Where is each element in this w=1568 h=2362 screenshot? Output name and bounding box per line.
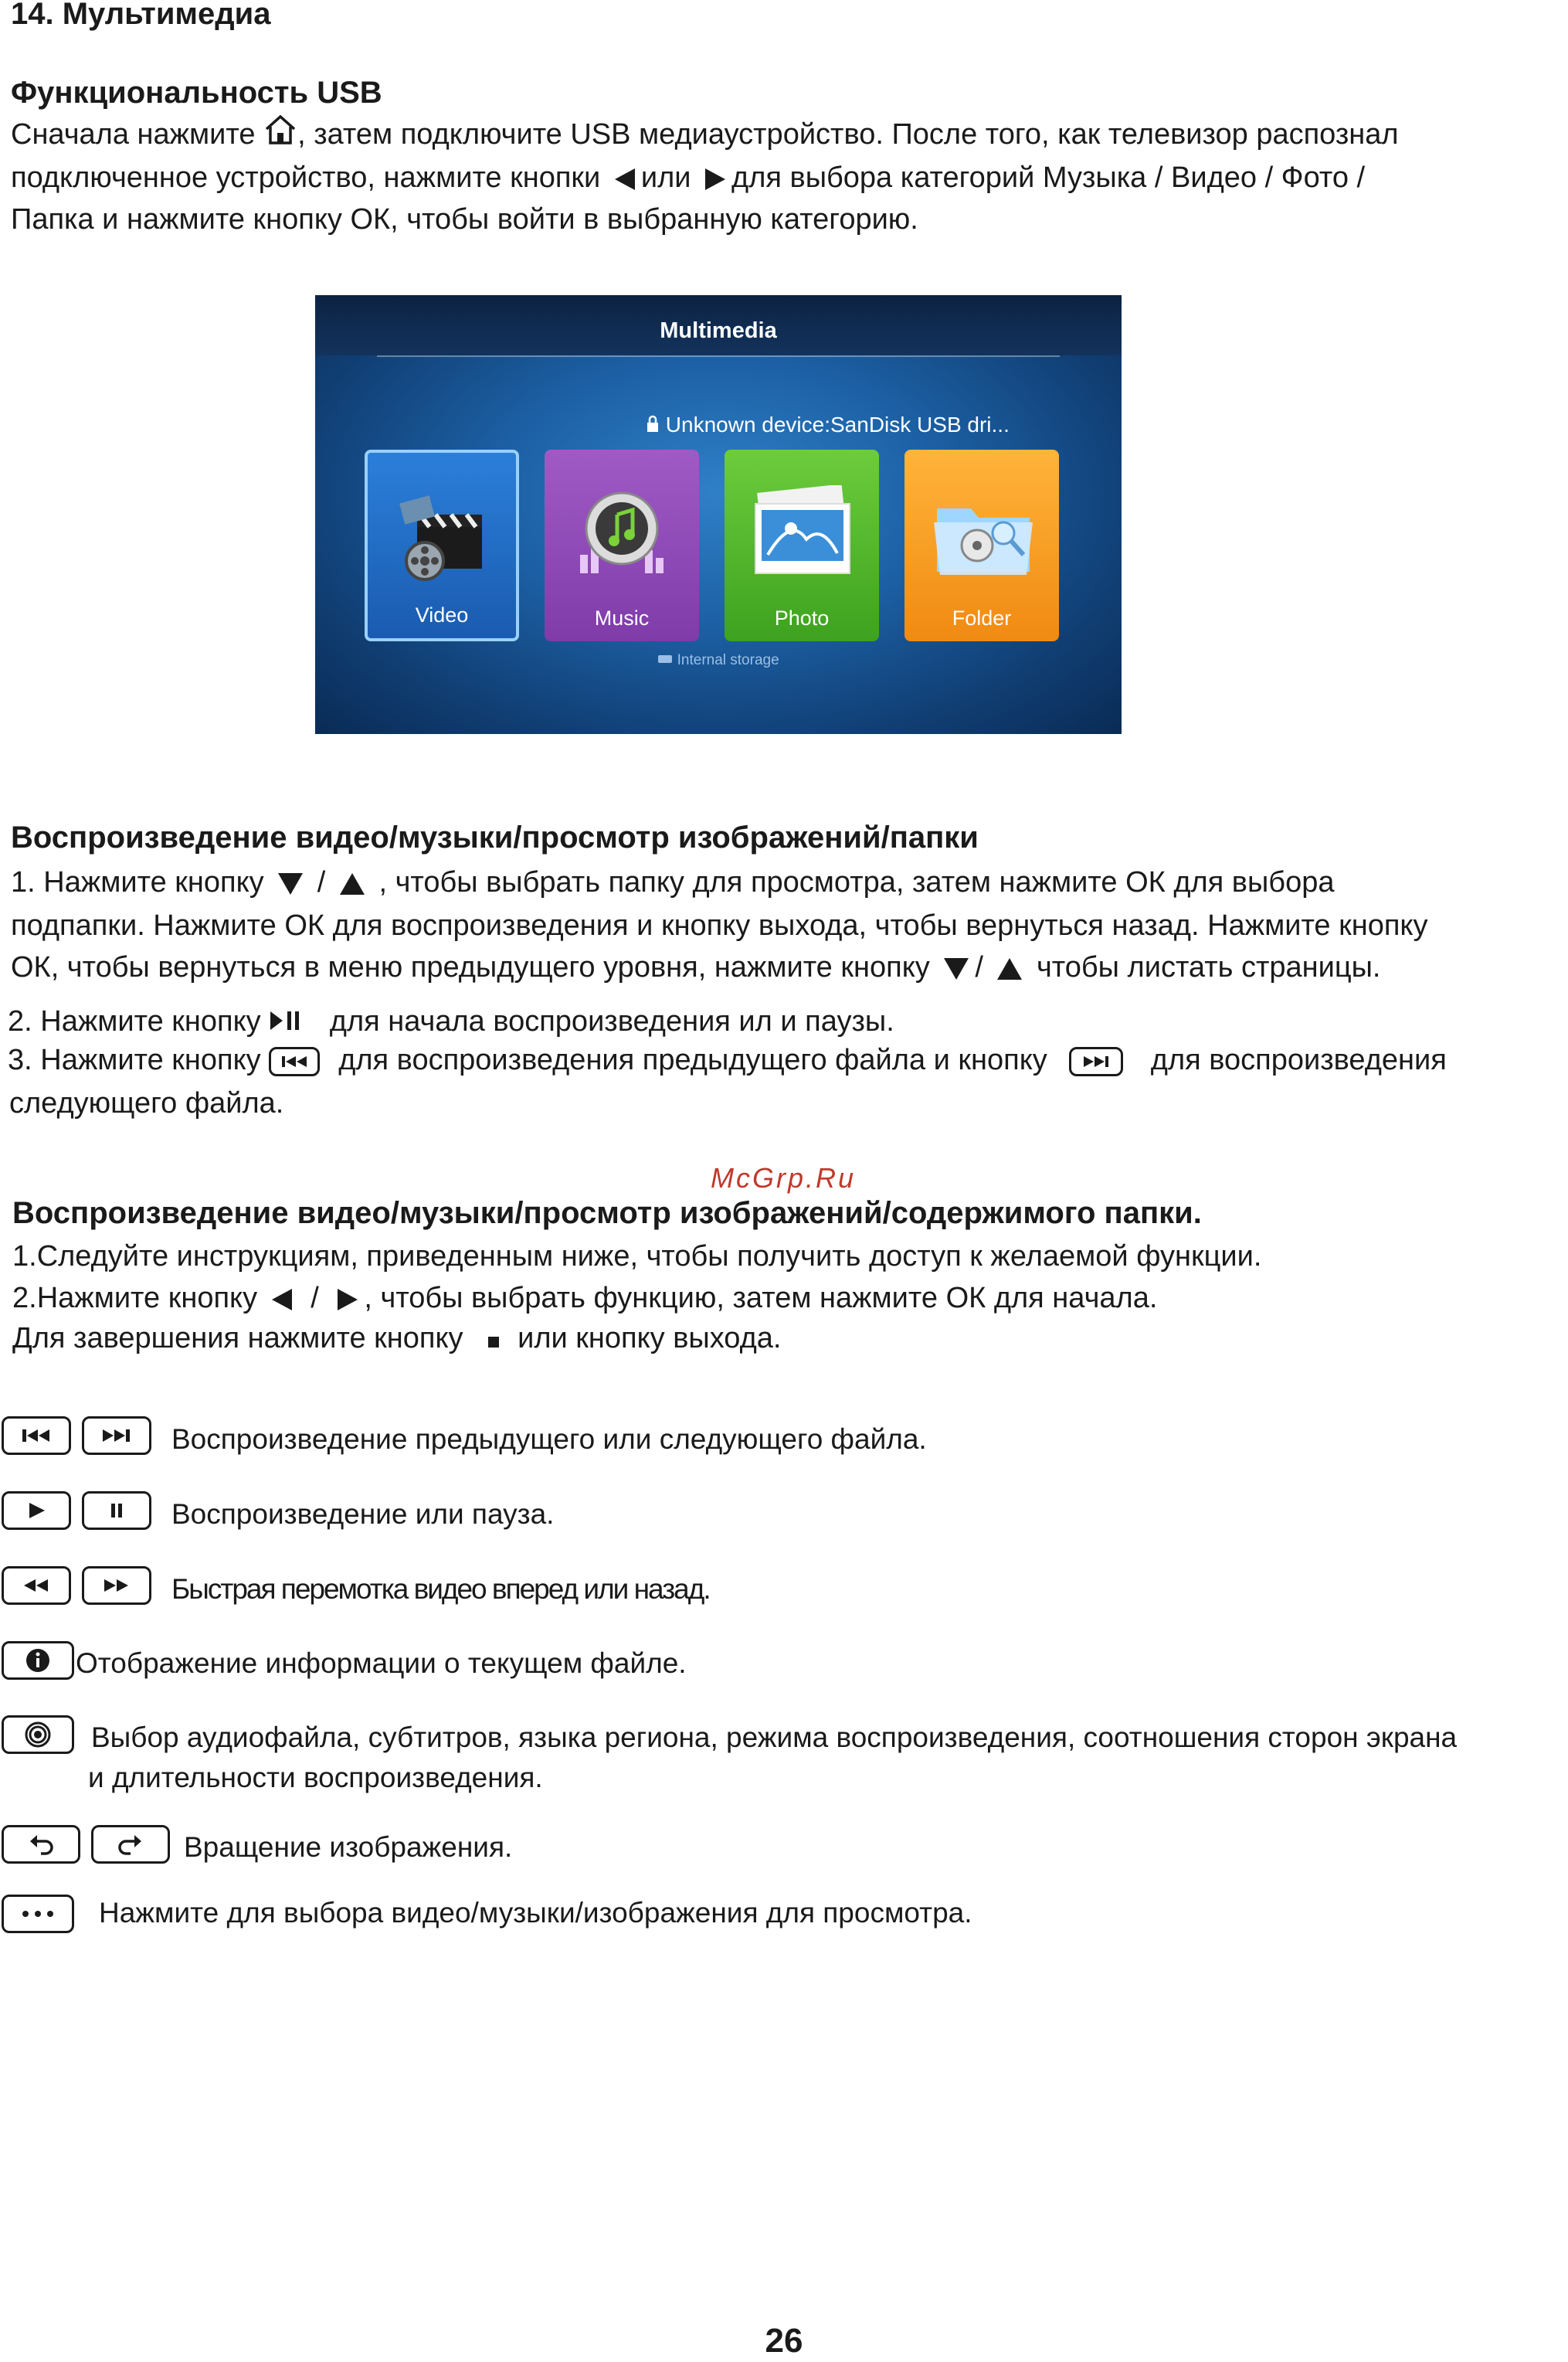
key-text-rewind-forward: Быстрая перемотка видео вперед или назад.	[171, 1573, 710, 1605]
content-line-1: 1.Следуйте инструкциям, приведенным ниже, чтобы получить доступ к желаемой функции.	[12, 1240, 1262, 1273]
previous-key-icon	[269, 1047, 320, 1076]
down-arrow-icon	[944, 958, 969, 980]
rotate-left-icon	[2, 1825, 80, 1864]
playback-step-2: 2. Нажмите кнопку для начала воспроизведения ил и паузы.	[8, 1000, 894, 1045]
pause-icon	[82, 1491, 151, 1530]
left-arrow-icon	[615, 168, 635, 190]
options-icon	[2, 1715, 74, 1754]
info-icon	[2, 1641, 74, 1680]
key-row-rotate	[2, 1825, 170, 1864]
more-dots-icon	[2, 1895, 74, 1933]
screen-divider	[377, 355, 1060, 357]
tile-music[interactable]	[545, 450, 699, 641]
stop-icon	[487, 1318, 501, 1361]
key-row-rewind-forward	[2, 1566, 151, 1605]
usb-line-2: подключенное устройство, нажмите кнопки или для выбора категорий Музыка / Видео / Фото /	[11, 161, 1366, 194]
next-key-icon	[1069, 1047, 1123, 1076]
music-note-icon	[575, 484, 668, 584]
content-line-3: Для завершения нажмите кнопку или кнопку выхода.	[12, 1317, 781, 1361]
playback-step-3-cont: следующего файла.	[9, 1087, 284, 1120]
photo-icon	[745, 485, 860, 581]
next-track-icon	[82, 1416, 151, 1455]
up-arrow-icon	[340, 873, 365, 895]
left-arrow-icon	[272, 1289, 292, 1310]
content-title: Воспроизведение видео/музыки/просмотр изображений/содержимого папки.	[12, 1196, 1202, 1230]
rewind-icon	[2, 1566, 71, 1605]
tile-video[interactable]	[365, 450, 519, 641]
up-arrow-icon	[997, 958, 1022, 980]
folder-icon	[929, 485, 1037, 583]
device-label: Unknown device:SanDisk USB dri...	[646, 413, 1010, 439]
playback-line-1: 1. Нажмите кнопку / , чтобы выбрать папку для просмотра, затем нажмите ОК для выбора	[11, 866, 1335, 899]
play-icon	[2, 1491, 71, 1530]
playback-step-3: 3. Нажмите кнопку для воспроизведения предыдущего файла и кнопку для воспроизведения	[8, 1044, 1447, 1076]
tile-photo-label: Photo	[774, 607, 830, 630]
key-text-play-pause: Воспроизведение или пауза.	[171, 1498, 555, 1530]
playback-line-2: подпапки. Нажмите ОК для воспроизведения и кнопку выхода, чтобы вернуться назад. Нажмите кнопку	[11, 909, 1428, 942]
key-text-prev-next: Воспроизведение предыдущего или следующего файла.	[171, 1423, 927, 1455]
key-row-prev-next	[2, 1416, 151, 1455]
key-text-options-1: Выбор аудиофайла, субтитров, языка региона, режима воспроизведения, соотношения сторон экрана	[91, 1721, 1458, 1753]
rotate-right-icon	[91, 1825, 170, 1864]
down-arrow-icon	[278, 873, 303, 895]
watermark: McGrp.Ru	[711, 1162, 857, 1194]
content-line-2: 2.Нажмите кнопку / , чтобы выбрать функцию, затем нажмите ОК для начала.	[12, 1282, 1158, 1314]
key-text-options-2: и длительности воспроизведения.	[88, 1762, 543, 1793]
fast-forward-icon	[82, 1566, 151, 1605]
playback-line-3: ОК, чтобы вернуться в меню предыдущего уровня, нажмите кнопку / чтобы листать страницы.	[11, 951, 1381, 984]
key-text-info: Отображение информации о текущем файле.	[76, 1647, 687, 1679]
key-row-play-pause	[2, 1491, 151, 1530]
tile-photo[interactable]	[725, 450, 879, 641]
tile-folder-label: Folder	[952, 607, 1012, 630]
home-icon	[263, 114, 297, 158]
right-arrow-icon	[705, 168, 725, 190]
usb-title: Функциональность USB	[11, 76, 382, 110]
previous-track-icon	[2, 1416, 71, 1455]
lock-icon	[646, 414, 660, 439]
screen-title: Multimedia	[660, 318, 777, 343]
tile-music-label: Music	[594, 607, 650, 630]
key-row-more	[2, 1895, 74, 1933]
usb-line-1: Сначала нажмите , затем подключите USB медиаустройство. После того, как телевизор распознал	[11, 113, 1399, 158]
tile-folder[interactable]	[904, 450, 1059, 641]
key-text-more: Нажмите для выбора видео/музыки/изображения для просмотра.	[99, 1897, 972, 1929]
key-text-rotate: Вращение изображения.	[184, 1831, 513, 1863]
key-row-info	[2, 1641, 74, 1680]
multimedia-screen	[315, 295, 1122, 734]
page-number: 26	[765, 2322, 803, 2360]
clapperboard-icon	[394, 484, 496, 586]
right-arrow-icon	[338, 1289, 358, 1310]
tile-video-label: Video	[415, 603, 469, 627]
usb-line-3: Папка и нажмите кнопку ОК, чтобы войти в выбранную категорию.	[11, 203, 918, 236]
key-row-options	[2, 1715, 74, 1754]
section-heading: 14. Мультимедиа	[11, 0, 271, 31]
storage-icon	[657, 652, 673, 669]
internal-storage-label: Internal storage	[315, 652, 1122, 669]
playback-title: Воспроизведение видео/музыки/просмотр изображений/папки	[11, 821, 979, 855]
